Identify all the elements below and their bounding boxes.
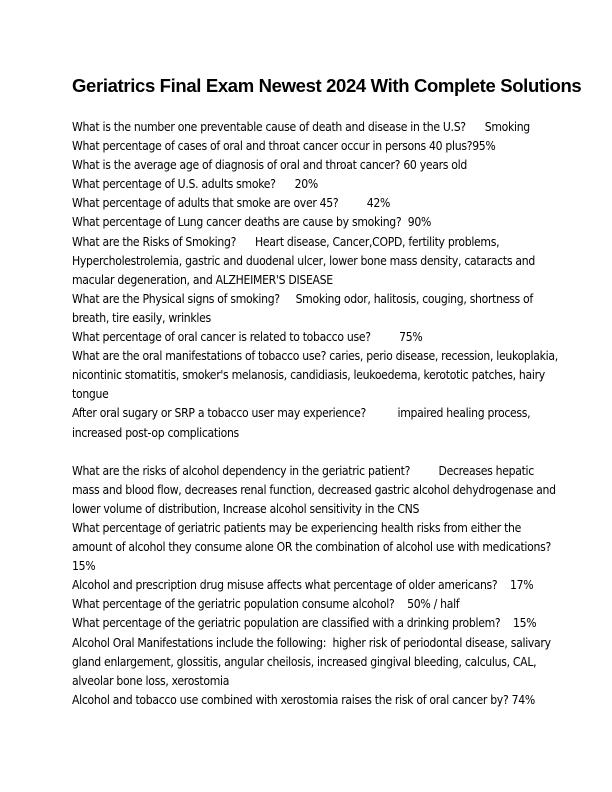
question: What percentage of oral cancer is related to tobacco use? (72, 330, 371, 345)
answer: 60 years old (403, 158, 467, 173)
qa-item-alcohol-oral-manifestations (72, 634, 558, 691)
qa-list (72, 118, 558, 710)
question: After oral sugary or SRP a tobacco user may experience? (72, 406, 366, 421)
qa-item-oral-cancer-age-40 (72, 137, 558, 156)
section-spacer (72, 443, 558, 462)
qa-item-smoking-risks (72, 233, 558, 290)
answer: 95% (472, 139, 496, 154)
answer: 75% (399, 330, 423, 345)
qa-item-adults-smoke (72, 175, 558, 194)
qa-item-drug-misuse (72, 576, 558, 595)
answer: Heart disease, Cancer,COPD, fertility problems, Hypercholestrolemia, gastric and duodenal ulcer, lower bone mass density, cataracts and macular degeneration, and ALZHEIMER'S DISEASE (72, 234, 539, 287)
qa-item-oral-cancer-combined (72, 691, 558, 710)
qa-item-oral-cancer-tobacco (72, 328, 558, 347)
answer: Decreases hepatic mass and blood flow, decreases renal function, decreased gastric alcohol dehydrogenase and lower volume of distribution, Increase alcohol sensitivity in the CNS (72, 463, 559, 516)
answer: 74% (511, 692, 535, 707)
answer: caries, perio disease, recession, leukoplakia, nicontinic stomatitis, smoker's melanosis, candidiasis, leukoedema, kerototic patches, hairy tongue (72, 349, 558, 402)
qa-item-consume-alcohol (72, 595, 558, 614)
answer: 15% (72, 559, 96, 574)
answer: 90% (407, 215, 431, 230)
qa-item-post-surgery (72, 404, 558, 442)
document-title: Geriatrics Final Exam Newest 2024 With Complete Solutions (72, 75, 582, 96)
question: What percentage of U.S. adults smoke? (72, 177, 276, 192)
qa-item-alcohol-risks (72, 462, 558, 519)
answer: Smoking (484, 120, 530, 134)
question: What is the average age of diagnosis of oral and throat cancer? (72, 158, 401, 173)
answer: Smoking odor, halitosis, couging, shortness of breath, tire easily, wrinkles (72, 291, 537, 325)
question: What percentage of the geriatric population are classified with a drinking problem? (72, 616, 501, 631)
qa-item-oral-manifestations-tobacco (72, 347, 558, 404)
qa-item-smoking-cause (72, 118, 558, 137)
answer: higher risk of periodontal disease, salivary gland enlargement, glossitis, angular cheilosis, increased gingival bleeding, calculus, CAL, alveolar bone loss, xerostomia (72, 635, 554, 688)
answer: 15% (513, 616, 537, 631)
qa-item-physical-signs (72, 290, 558, 328)
question: What is the number one preventable cause of death and disease in the U.S? (72, 120, 466, 134)
qa-item-geriatric-health-risks (72, 519, 558, 576)
qa-item-lung-cancer (72, 213, 558, 232)
answer: impaired healing process, increased post-op complications (72, 406, 534, 440)
question: Alcohol and tobacco use combined with xerostomia raises the risk of oral cancer by? (72, 692, 509, 707)
qa-item-smokers-over-45 (72, 194, 558, 213)
answer: 20% (294, 177, 318, 192)
answer: 42% (366, 196, 391, 211)
answer: 17% (510, 578, 534, 593)
question: What percentage of the geriatric population consume alcohol? (72, 597, 395, 612)
question: What are the Risks of Smoking? (72, 234, 237, 249)
question: Alcohol Oral Manifestations include the following: (72, 635, 327, 650)
question: What percentage of Lung cancer deaths are cause by smoking? (72, 215, 402, 230)
question: What are the risks of alcohol dependency in the geriatric patient? (72, 463, 411, 478)
question: What are the Physical signs of smoking? (72, 291, 280, 306)
qa-item-drinking-problem (72, 614, 558, 633)
qa-item-diagnosis-age (72, 156, 558, 175)
question: What percentage of geriatric patients may be experiencing health risks from either the amount of alcohol they consume alone OR the combination of alcohol use with medications? (72, 520, 551, 555)
question: What are the oral manifestations of tobacco use? (72, 349, 327, 364)
question: Alcohol and prescription drug misuse affects what percentage of older americans? (72, 578, 498, 593)
question: What percentage of adults that smoke are over 45? (72, 196, 339, 211)
question: What percentage of cases of oral and throat cancer occur in persons 40 plus? (72, 139, 473, 154)
answer: 50% / half (407, 597, 460, 612)
